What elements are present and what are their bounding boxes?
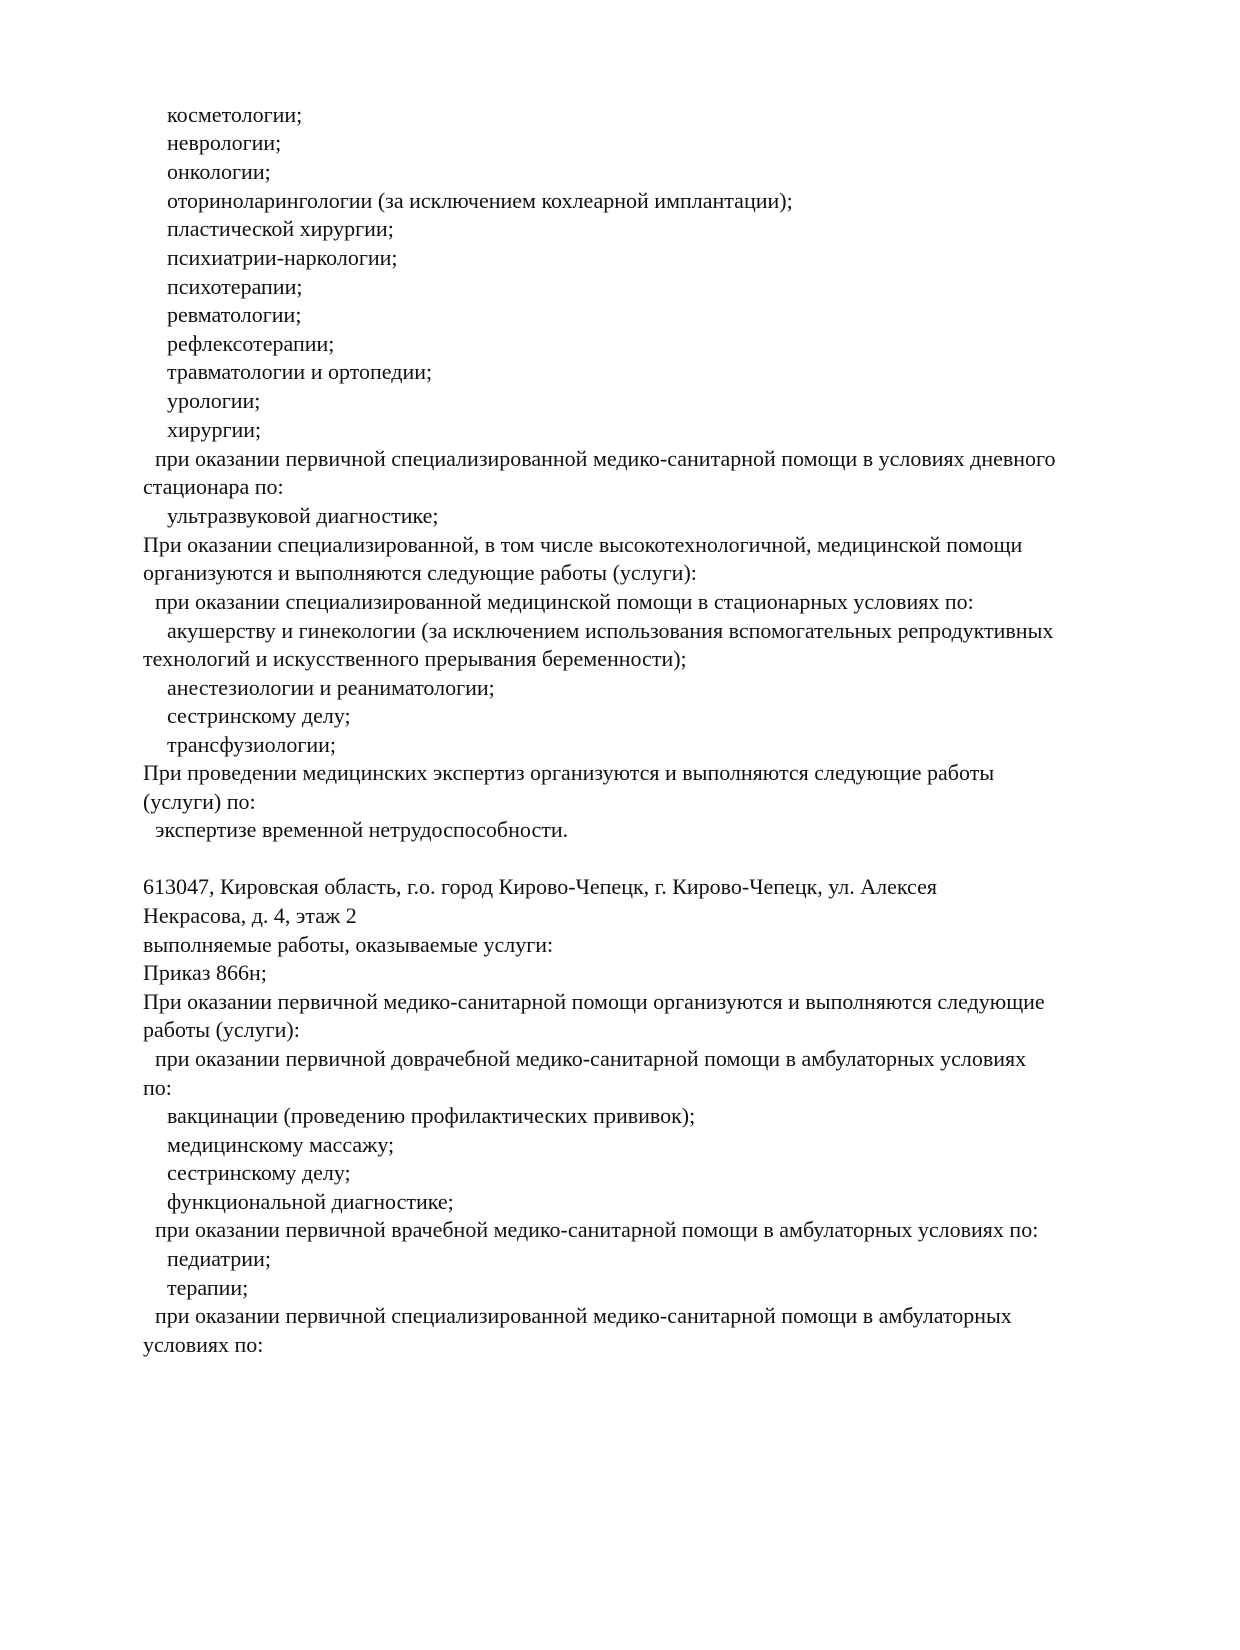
text-line: оториноларингологии (за исключением кохлеарной имплантации);	[167, 188, 793, 213]
text-line: при оказании первичной специализированной медико-санитарной помощи в амбулаторных	[155, 1303, 1012, 1328]
text-line: неврологии;	[167, 130, 282, 155]
text-line: Приказ 866н;	[143, 960, 267, 985]
text-line: ревматологии;	[167, 302, 302, 327]
text-line: сестринскому делу;	[167, 1160, 351, 1185]
address-line: 613047, Кировская область, г.о. город Кирово-Чепецк, г. Кирово-Чепецк, ул. Алексея	[143, 874, 937, 899]
text-line: при оказании первичной доврачебной медико-санитарной помощи в амбулаторных условиях	[155, 1046, 1027, 1071]
text-line: при оказании первичной специализированной медико-санитарной помощи в условиях дневного	[155, 446, 1056, 471]
text-line: косметологии;	[167, 102, 303, 127]
text-line: При оказании специализированной, в том числе высокотехнологичной, медицинской помощи	[143, 532, 1023, 557]
text-line: организуются и выполняются следующие работы (услуги):	[143, 560, 697, 585]
text-line: урологии;	[167, 388, 261, 413]
text-line: ультразвуковой диагностике;	[167, 503, 439, 528]
text-line: стационара по:	[143, 474, 284, 499]
text-line: терапии;	[167, 1275, 249, 1300]
text-line: рефлексотерапии;	[167, 331, 335, 356]
text-line: анестезиологии и реаниматологии;	[167, 675, 495, 700]
text-line: по:	[143, 1075, 172, 1100]
text-line: хирургии;	[167, 417, 262, 442]
text-line: условиях по:	[143, 1332, 264, 1357]
text-line: вакцинации (проведению профилактических прививок);	[167, 1103, 696, 1128]
text-line: при оказании первичной врачебной медико-санитарной помощи в амбулаторных условиях по:	[155, 1217, 1039, 1242]
text-line: педиатрии;	[167, 1246, 271, 1271]
text-line: (услуги) по:	[143, 789, 256, 814]
text-line: психотерапии;	[167, 274, 303, 299]
text-line: При оказании первичной медико-санитарной помощи организуются и выполняются следующие	[143, 989, 1045, 1014]
text-line: работы (услуги):	[143, 1017, 300, 1042]
text-line: функциональной диагностике;	[167, 1189, 454, 1214]
text-line: психиатрии-наркологии;	[167, 245, 398, 270]
text-line: при оказании специализированной медицинской помощи в стационарных условиях по:	[155, 589, 974, 614]
text-line: онкологии;	[167, 159, 271, 184]
address-line: Некрасова, д. 4, этаж 2	[143, 903, 357, 928]
text-line: технологий и искусственного прерывания беременности);	[143, 646, 687, 671]
text-line: пластической хирургии;	[167, 216, 394, 241]
text-line: выполняемые работы, оказываемые услуги:	[143, 932, 554, 957]
text-line: сестринскому делу;	[167, 703, 351, 728]
text-line: травматологии и ортопедии;	[167, 359, 433, 384]
text-line: При проведении медицинских экспертиз организуются и выполняются следующие работы	[143, 760, 995, 785]
text-line: акушерству и гинекологии (за исключением использования вспомогательных репродуктивных	[167, 618, 1054, 643]
text-line: трансфузиологии;	[167, 732, 336, 757]
text-line: медицинскому массажу;	[167, 1132, 395, 1157]
text-line: экспертизе временной нетрудоспособности.	[155, 817, 569, 842]
